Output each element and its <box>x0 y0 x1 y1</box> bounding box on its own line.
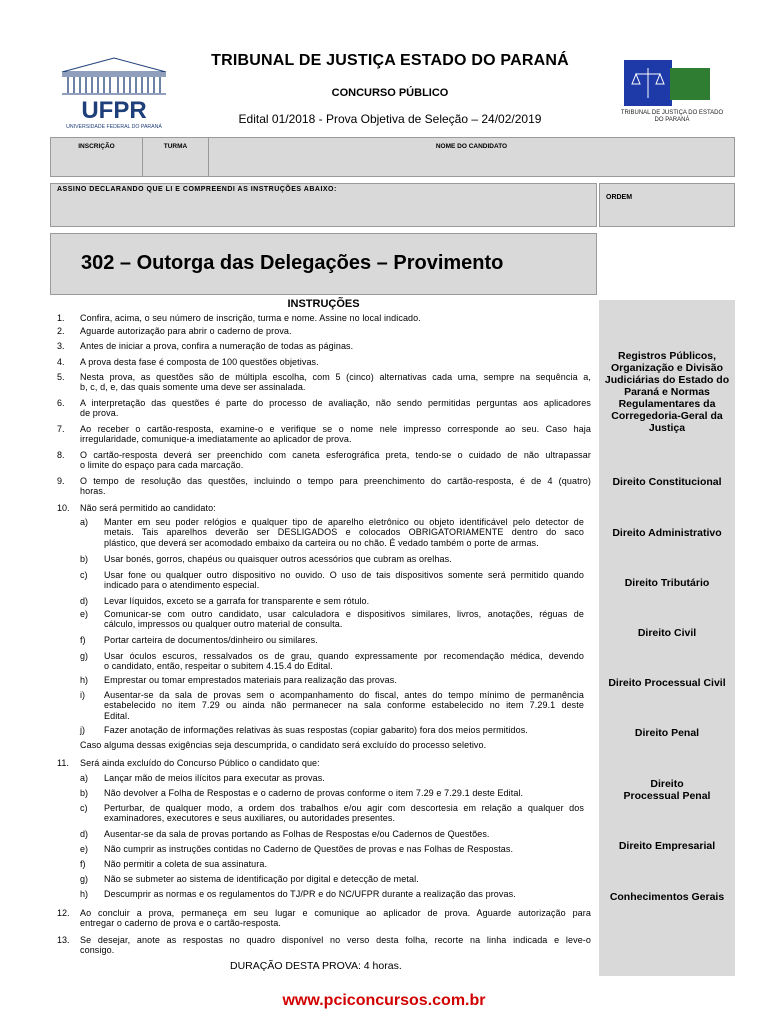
instruction-item-text: consigo. <box>80 945 115 956</box>
subject-item: Direito Processual Civil <box>608 677 726 689</box>
ordem-field[interactable] <box>599 183 735 227</box>
instruction-subitem-text: Emprestar ou tomar emprestados materiais para realização das provas. <box>104 675 397 685</box>
instruction-subitem-text: o candidato, então, respeitar o subitem 4.15.4 do Edital. <box>104 661 333 672</box>
instruction-item-number: 7. <box>57 424 65 434</box>
instruction-subitem-text: estabelecido no item 7.29 ou ainda não permanecer na sala conforme estabelecido no item 7.29.1 deste <box>104 700 584 711</box>
instruction-item-text: Se desejar, anote as respostas no quadro disponível no verso desta folha, recorte na linha indicada e leve-o <box>80 935 591 945</box>
instruction-item-number: 8. <box>57 450 65 460</box>
instruction-subitem-text: Lançar mão de meios ilícitos para executar as provas. <box>104 773 325 783</box>
instruction-item-text: Aguarde autorização para abrir o caderno de prova. <box>80 326 292 336</box>
tjpr-logo-text: TRIBUNAL DE JUSTIÇA DO ESTADO DO PARANÁ <box>620 110 724 123</box>
instruction-item-number: 5. <box>57 372 65 382</box>
nome-field[interactable] <box>209 138 734 176</box>
exam-duration: DURAÇÃO DESTA PROVA: 4 horas. <box>230 960 402 972</box>
instruction-subitem-number: h) <box>80 675 89 685</box>
instruction-subitem-text: Edital. <box>104 710 130 721</box>
instruction-item-text: Não será permitido ao candidato: <box>80 503 216 513</box>
instruction-item-text: de prova. <box>80 408 119 419</box>
instruction-item-number: 6. <box>57 398 65 408</box>
nome-label: NOME DO CANDIDATO <box>435 143 508 150</box>
instruction-subitem-number: h) <box>80 889 89 899</box>
subject-item: Direito Administrativo <box>612 527 722 539</box>
instruction-subitem-number: j) <box>80 725 85 735</box>
instruction-item-text: Ao receber o cartão-resposta, examine-o e verifique se o nome nele impresso corresponde ao seu. Caso haja <box>80 424 591 434</box>
instruction-subitem-text: Não se submeter ao sistema de identificação por digital e detecção de metal. <box>104 874 419 884</box>
instruction-subitem-number: a) <box>80 517 89 527</box>
instruction-item-text: b, c, d, e, das quais somente uma deve ser assinalada. <box>80 382 306 393</box>
instruction-item-number: 4. <box>57 357 65 367</box>
instruction-subitem-text: Não permitir a coleta de sua assinatura. <box>104 859 268 869</box>
instruction-subitem-text: examinadores, executores e seus auxiliares, ou autoridades presentes. <box>104 813 396 824</box>
subject-item: Registros Públicos, Organização e Divisão Judiciárias do Estado do Paraná e Normas Regulamentares da Corregedoria-Geral da Justiça <box>604 350 730 434</box>
instruction-item-number: 10. <box>57 503 70 513</box>
subject-item: Direito Empresarial <box>618 840 716 852</box>
instruction-item-text: Antes de iniciar a prova, confira a numeração de todas as páginas. <box>80 341 354 351</box>
instruction-item-text: Nesta prova, as questões são de múltipla escolha, com 5 (cinco) alternativas cada uma, sempre na sequência a, <box>80 372 591 382</box>
instruction-subitem-text: indicado para o atendimento especial. <box>104 580 260 591</box>
instruction-subitem-number: a) <box>80 773 89 783</box>
instruction-item-number: 2. <box>57 326 65 336</box>
instruction-subitem-text: metais. Tais aparelhos deverão ser DESLIGADOS e colocados OBRIGATORIAMENTE dentro do saco <box>104 527 584 538</box>
instruction-subitem-number: b) <box>80 554 89 564</box>
instruction-subitem-text: Manter em seu poder relógios e qualquer tipo de aparelho eletrônico ou objeto identificável pelo detector de <box>104 517 584 527</box>
instruction-subitem-number: g) <box>80 874 89 884</box>
instruction-note: Caso alguma dessas exigências seja descumprida, o candidato será excluído do processo seletivo. <box>80 740 487 750</box>
instruction-item-text: A interpretação das questões é parte do processo de avaliação, não sendo permitidas perguntas aos aplicadores <box>80 398 591 408</box>
instruction-item-number: 11. <box>57 758 69 768</box>
exam-title-box <box>50 233 597 295</box>
instruction-subitem-number: c) <box>80 570 88 580</box>
instruction-subitem-number: g) <box>80 651 89 661</box>
instruction-subitem-number: d) <box>80 829 89 839</box>
instruction-subitem-text: Usar bonés, gorros, chapéus ou quaisquer outros acessórios que cubram as orelhas. <box>104 554 452 564</box>
ufpr-logo <box>56 54 172 132</box>
instruction-subitem-text: Descumprir as normas e os regulamentos do TJ/PR e do NC/UFPR durante a realização das provas. <box>104 889 516 899</box>
subjects-column <box>599 300 735 976</box>
instruction-subitem-text: Perturbar, de qualquer modo, a ordem dos trabalhos e/ou agir com descortesia em relação a qualquer dos <box>104 803 584 813</box>
subject-item: Direito Penal <box>634 727 700 739</box>
instruction-subitem-text: Portar carteira de documentos/dinheiro ou similares. <box>104 635 318 645</box>
instruction-item-text: Confira, acima, o seu número de inscrição, turma e nome. Assine no local indicado. <box>80 313 421 323</box>
signature-label: ASSINO DECLARANDO QUE LI E COMPREENDI AS INSTRUÇÕES ABAIXO: <box>57 186 337 193</box>
instruction-item-text: Ao concluir a prova, permaneça em seu lugar e comunique ao aplicador de prova. Aguarde autorização para <box>80 908 591 918</box>
instruction-item-text: irregularidade, comunique-a imediatamente ao aplicador de prova. <box>80 434 352 445</box>
instruction-item-number: 12. <box>57 908 70 918</box>
instruction-item-text: entregar o caderno de prova e o cartão-resposta. <box>80 918 281 929</box>
turma-label: TURMA <box>163 143 188 150</box>
instruction-item-number: 13. <box>57 935 70 945</box>
instruction-subitem-text: Fazer anotação de informações relativas às suas respostas (copiar gabarito) fora dos meios permitidos. <box>104 725 528 735</box>
exam-title: 302 – Outorga das Delegações – Provimento <box>81 252 504 274</box>
instruction-subitem-text: Usar óculos escuros, ressalvados os de grau, quando expressamente por recomendação médica, devendo <box>104 651 584 661</box>
footer-link[interactable]: www.pciconcursos.com.br <box>282 992 486 1009</box>
instruction-subitem-number: e) <box>80 844 89 854</box>
inscricao-field[interactable] <box>51 138 143 176</box>
instruction-subitem-text: Usar fone ou qualquer outro dispositivo no ouvido. O uso de tais dispositivos somente será permitido quando <box>104 570 584 580</box>
instruction-subitem-number: c) <box>80 803 88 813</box>
instruction-subitem-number: f) <box>80 859 86 869</box>
instruction-subitem-text: Não devolver a Folha de Respostas e o caderno de provas conforme o item 7.29 e 7.29.1 deste Edital. <box>104 788 524 798</box>
instruction-subitem-number: i) <box>80 690 85 700</box>
instruction-subitem-text: Levar líquidos, exceto se a garrafa for transparente e sem rótulo. <box>104 596 370 606</box>
header-title: TRIBUNAL DE JUSTIÇA ESTADO DO PARANÁ <box>211 52 569 69</box>
subject-item: Conhecimentos Gerais <box>609 891 725 903</box>
signature-field[interactable] <box>50 183 597 227</box>
instruction-item-number: 1. <box>57 313 65 323</box>
instruction-subitem-text: Ausentar-se da sala de provas sem o acompanhamento do fiscal, antes do tempo mínimo de permanência <box>104 690 584 700</box>
header-edital: Edital 01/2018 - Prova Objetiva de Seleção – 24/02/2019 <box>238 112 542 126</box>
ufpr-logo-subtext: UNIVERSIDADE FEDERAL DO PARANÁ <box>66 124 162 130</box>
candidate-info-box <box>50 137 735 177</box>
inscricao-label: INSCRIÇÃO <box>78 143 115 150</box>
turma-field[interactable] <box>143 138 209 176</box>
instruction-item-text: Será ainda excluído do Concurso Público o candidato que: <box>80 758 320 768</box>
instruction-subitem-text: Ausentar-se da sala de provas portando as Folhas de Respostas e/ou Cadernos de Questões. <box>104 829 490 839</box>
instruction-item-text: O cartão-resposta deverá ser preenchido com caneta esferográfica preta, tendo-se o cuidado de não ultrapassar <box>80 450 591 460</box>
instruction-subitem-text: plástico, que deverá ser acomodado embaixo da carteira ou no chão. É vedado também o porte de armas. <box>104 537 539 548</box>
instruction-item-text: horas. <box>80 486 106 497</box>
instruction-item-number: 9. <box>57 476 65 486</box>
instruction-subitem-text: Comunicar-se com outro candidato, usar calculadora e dispositivos similares, livros, anotações, réguas de <box>104 609 584 619</box>
instruction-item-text: O tempo de resolução das questões, incluindo o tempo para preenchimento do cartão-resposta, é de 4 (quatro) <box>80 476 591 486</box>
ufpr-logo-text: UFPR <box>81 97 147 124</box>
instruction-item-text: A prova desta fase é composta de 100 questões objetivas. <box>80 357 319 367</box>
instruction-subitem-number: f) <box>80 635 86 645</box>
instruction-item-number: 3. <box>57 341 65 351</box>
instruction-subitem-number: d) <box>80 596 89 606</box>
ordem-label: ORDEM <box>606 194 633 201</box>
header-subtitle: CONCURSO PÚBLICO <box>331 87 449 99</box>
instruction-subitem-number: e) <box>80 609 89 619</box>
instruction-subitem-number: b) <box>80 788 89 798</box>
subject-item: Direito Tributário <box>624 577 710 589</box>
subject-item: Direito Processual Penal <box>623 778 711 802</box>
instruction-item-text: o limite do espaço para cada marcação. <box>80 460 244 471</box>
instruction-subitem-text: Não cumprir as instruções contidas no Caderno de Questões de provas e nas Folhas de Respostas. <box>104 844 514 854</box>
instructions-title: INSTRUÇÕES <box>287 298 360 310</box>
subject-item: Direito Civil <box>637 627 697 639</box>
subject-item: Direito Constitucional <box>612 476 722 488</box>
instruction-subitem-text: cálculo, impressos ou qualquer outro material de consulta. <box>104 619 343 630</box>
